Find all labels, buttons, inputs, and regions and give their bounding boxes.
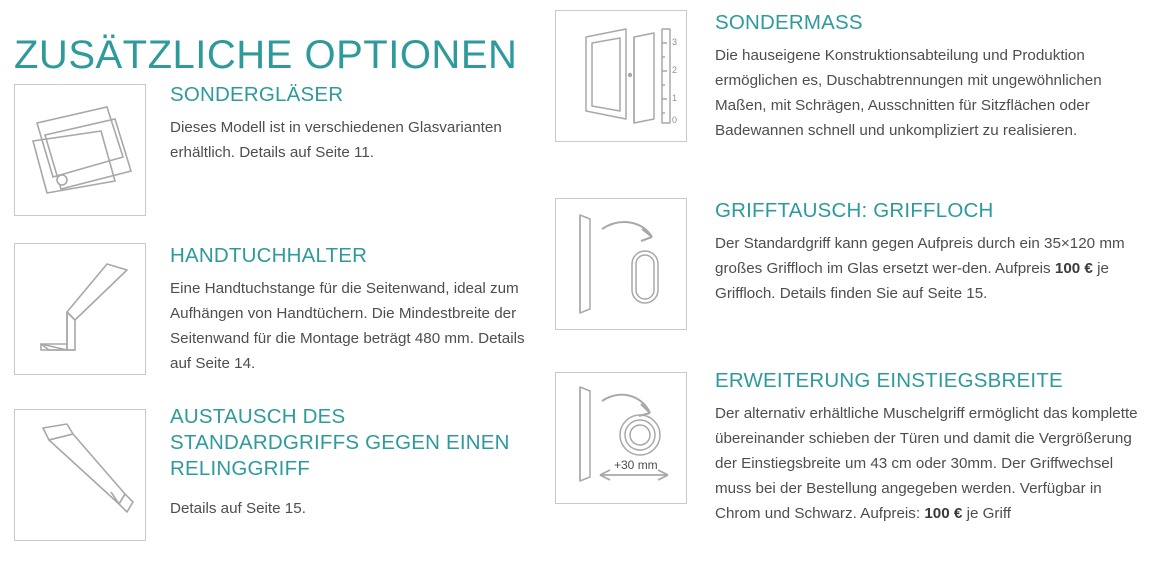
entry-body-part2: je Griff (962, 505, 1012, 522)
custom-size-ruler-icon (555, 10, 687, 142)
entry-body-part1: Der Standardgriff kann gegen Aufpreis durch ein 35×120 mm großes Griffloch im Glas ersetzt wer-den. Aufpreis (715, 235, 1125, 277)
svg-text:2: 2 (672, 65, 678, 75)
entry-einstiegsbreite (715, 368, 1151, 526)
entry-body: Die hauseigene Konstruktionsabteilung und Produktion ermöglichen es, Duschabtrennungen mit ungewöhnlichen Maßen, mit Schrägen, Ausschnitten für Sitzflächen oder Badewannen schnell und unkompliziert zu realisieren. (715, 47, 1102, 139)
entry-body: Details auf Seite 15. (170, 500, 306, 517)
entry-body: Eine Handtuchstange für die Seitenwand, ideal zum Aufhängen von Handtüchern. Die Mindestbreite der Seitenwand für die Montage beträgt 480 mm. Details auf Seite 14. (170, 280, 525, 372)
svg-text:0: 0 (672, 115, 678, 125)
shell-handle-width-icon (555, 372, 687, 504)
railing-handle-icon (14, 409, 146, 541)
icon-label-30mm: +30 mm (614, 458, 658, 472)
entry-body-part2: je Griffloch. Details finden Sie auf Seite 15. (715, 260, 1109, 302)
entry-body (715, 401, 1151, 526)
entry-relinggriff (170, 404, 530, 521)
entry-griffloch (715, 198, 1151, 306)
towel-rail-icon (14, 243, 146, 375)
glass-panes-icon (14, 84, 146, 216)
entry-title: ERWEITERUNG EINSTIEGSBREITE (715, 369, 1063, 392)
entry-sonderglaeser (170, 82, 530, 165)
entry-title: GRIFFTAUSCH: GRIFFLOCH (715, 199, 994, 222)
entry-sondermass (715, 10, 1151, 143)
entry-body-part1: Der alternativ erhältliche Muschelgriff ermöglicht das komplette übereinander schieben der Türen und damit die Vergrößerung der Einstiegsbreite um 43 cm oder 30mm. Der Griffwechsel muss bei der Bestellung angegeben werden. Verfügbar in Chrom und Schwarz. Aufpreis: (715, 405, 1138, 522)
right-column (545, 0, 1159, 564)
entry-body (715, 231, 1151, 306)
entry-title: HANDTUCHHALTER (170, 244, 368, 267)
page-title: ZUSÄTZLICHE OPTIONEN (14, 32, 518, 77)
left-column (0, 0, 545, 564)
entry-title: AUSTAUSCH DES STANDARDGRIFFS GEGEN EINEN RELINGGRIFF (170, 405, 510, 480)
entry-body: Dieses Modell ist in verschiedenen Glasvarianten erhältlich. Details auf Seite 11. (170, 119, 502, 161)
entry-title: SONDERMASS (715, 11, 863, 34)
entry-title: SONDERGLÄSER (170, 83, 344, 106)
svg-text:3: 3 (672, 37, 678, 47)
entry-handtuchhalter (170, 243, 530, 376)
handle-hole-icon (555, 198, 687, 330)
price-value: 100 € (1054, 260, 1093, 277)
svg-text:1: 1 (672, 93, 678, 103)
price-value: 100 € (924, 505, 963, 522)
